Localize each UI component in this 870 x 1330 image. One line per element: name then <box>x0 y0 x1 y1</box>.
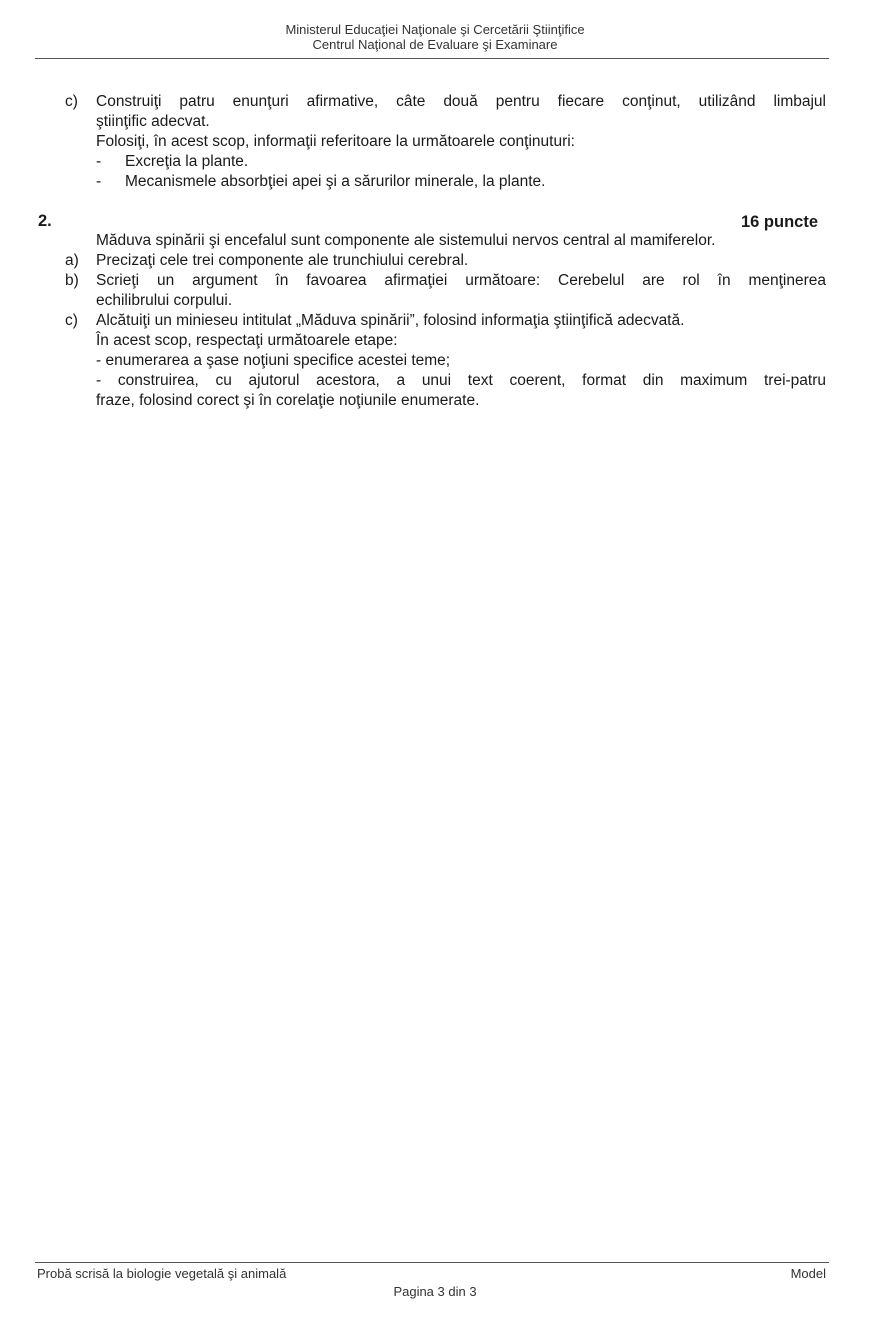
exam-content <box>0 92 870 411</box>
center-name: Centrul Naţional de Evaluare şi Examinare <box>312 37 558 52</box>
item-text-line: Scrieţi un argument în favoarea afirmaţiei următoare: Cerebelul are rol în menţinerea <box>96 272 826 289</box>
page-header <box>0 22 870 52</box>
page-number: Pagina 3 din 3 <box>393 1284 477 1299</box>
item-2b <box>0 271 870 311</box>
item-label: c) <box>65 312 78 329</box>
model-label: Model <box>790 1266 826 1281</box>
question-number: 2. <box>38 212 52 230</box>
exam-title: Probă scrisă la biologie vegetală şi animală <box>37 1266 287 1281</box>
question-intro: Măduva spinării şi encefalul sunt componente ale sistemului nervos central al mamiferelor. <box>96 232 716 249</box>
item-text-line: fraze, folosind corect şi în corelaţie noţiunile enumerate. <box>96 392 480 409</box>
item-text-line: În acest scop, respectaţi următoarele etape: <box>96 332 398 349</box>
item-2a <box>0 251 870 271</box>
item-label: a) <box>65 252 79 269</box>
question-points: 16 puncte <box>740 213 818 231</box>
bullet-dash: - <box>96 173 102 190</box>
item-label: c) <box>65 93 78 110</box>
item-text-line: echilibrului corpului. <box>96 292 233 309</box>
item-text-line: Folosiţi, în acest scop, informaţii referitoare la următoarele conţinuturi: <box>96 133 575 150</box>
item-text-line: Alcătuiţi un minieseu intitulat „Măduva spinării”, folosind informaţia ştiinţifică adecvată. <box>96 312 685 329</box>
list-item <box>0 152 870 172</box>
item-text-line: - enumerarea a şase noţiuni specifice acestei teme; <box>96 352 451 369</box>
ministry-name: Ministerul Educaţiei Naţionale şi Cercetării Ştiinţifice <box>285 22 585 37</box>
item-2c <box>0 311 870 411</box>
list-item-text: Excreţia la plante. <box>125 153 249 170</box>
header-divider <box>35 58 829 59</box>
item-text-line: Precizaţi cele trei componente ale trunchiului cerebral. <box>96 252 469 269</box>
question-header <box>0 209 870 231</box>
list-item-text: Mecanismele absorbţiei apei şi a sărurilor minerale, la plante. <box>125 173 546 190</box>
list-item <box>0 172 870 192</box>
item-text-line: ştiinţific adecvat. <box>96 113 210 130</box>
item-1c <box>0 92 870 152</box>
item-text-line: Construiţi patru enunţuri afirmative, câte două pentru fiecare conţinut, utilizând limbajul <box>96 93 826 110</box>
footer-divider <box>35 1262 829 1263</box>
bullet-dash: - <box>96 153 102 170</box>
item-label: b) <box>65 272 79 289</box>
item-text-line: - construirea, cu ajutorul acestora, a unui text coerent, format din maximum trei-patru <box>96 372 826 389</box>
